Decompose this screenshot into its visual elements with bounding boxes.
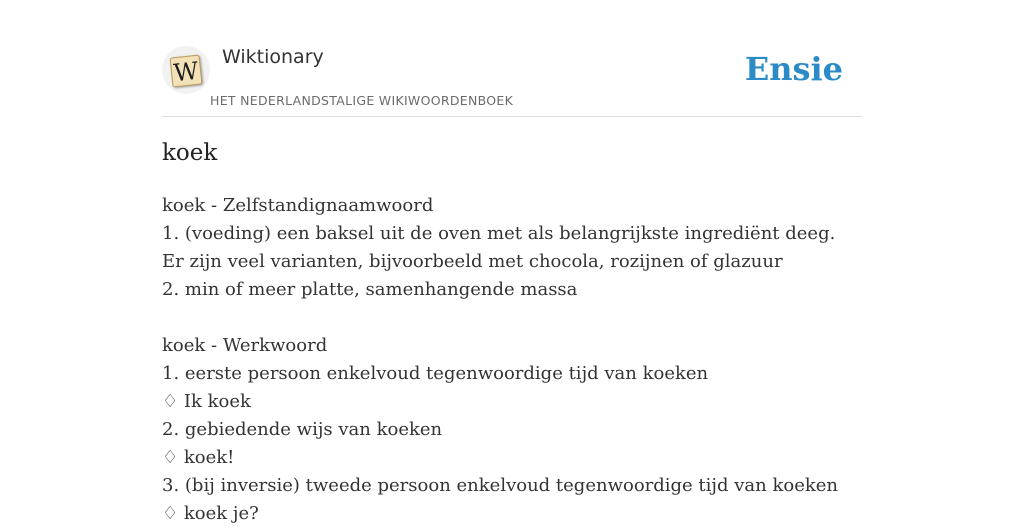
entry-heading-verb: koek - Werkwoord: [162, 335, 328, 356]
example-line: ♢ koek je?: [162, 503, 259, 524]
logo-letter: W: [170, 55, 203, 88]
example-line: ♢ koek!: [162, 447, 235, 468]
site-subtitle: HET NEDERLANDSTALIGE WIKIWOORDENBOEK: [210, 93, 514, 108]
entry-spacer: [162, 304, 862, 332]
example-line: ♢ Ik koek: [162, 391, 251, 412]
site-title[interactable]: Wiktionary: [222, 46, 324, 68]
wiktionary-logo-icon[interactable]: [162, 46, 210, 94]
definition-line: 2. gebiedende wijs van koeken: [162, 419, 443, 440]
definition-content: [162, 192, 862, 528]
definition-line: 2. min of meer platte, samenhangende massa: [162, 279, 578, 300]
site-header: [162, 0, 862, 117]
definition-line: 3. (bij inversie) tweede persoon enkelvoud tegenwoordige tijd van koeken: [162, 475, 839, 496]
entry-heading-noun: koek - Zelfstandignaamwoord: [162, 195, 434, 216]
definition-line: 1. (voeding) een baksel uit de oven met als belangrijkste ingrediënt deeg. Er zijn veel varianten, bijvoorbeeld met chocola, rozijnen of glazuur: [162, 223, 836, 272]
definition-line: 1. eerste persoon enkelvoud tegenwoordige tijd van koeken: [162, 363, 709, 384]
ensie-brand-link[interactable]: Ensie: [744, 50, 843, 88]
page-title: koek: [162, 140, 218, 166]
